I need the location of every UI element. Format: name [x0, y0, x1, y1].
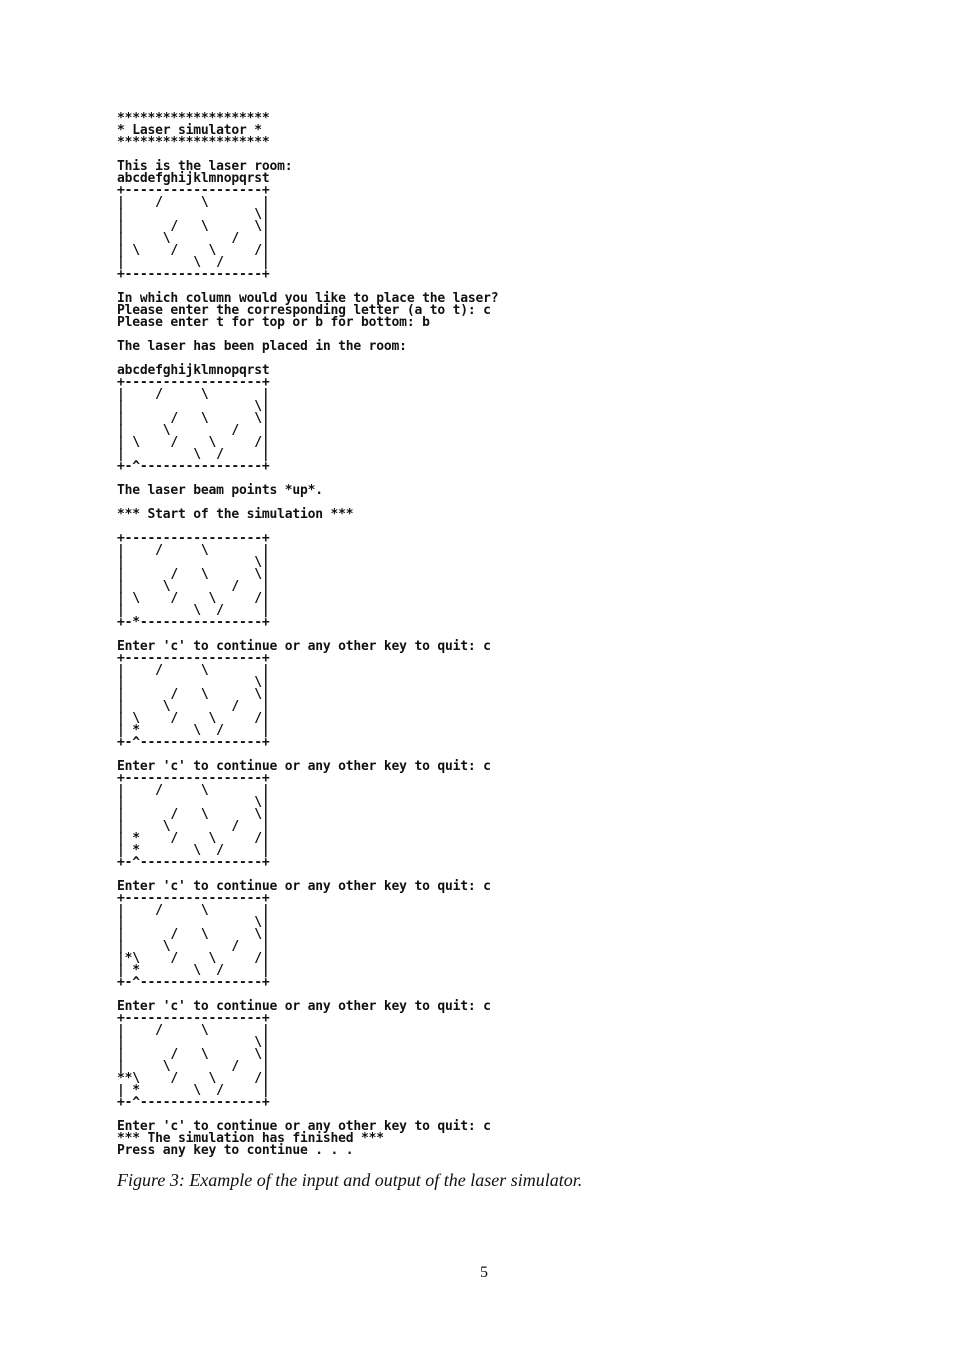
page-number: 5 — [480, 1264, 488, 1281]
figure-caption: Figure 3: Example of the input and output of the laser simulator. — [117, 1170, 583, 1190]
console-output: ******************** * Laser simulator * ******************** This is the laser room: abcdefghijklmnopqrst +------------------+ | / \ | | \| | / \ \| | \ / | | \ / \ /| | \ / | +------------------+ In which column would you like to place the laser? Please enter the corresponding letter (a to t): c Please enter t for top or b for bottom: b The laser has been placed in the room: abcdefghijklmnopqrst +------------------+ | / \ | | \| | / \ \| | \ / | | \ / \ /| | \ / | +-^----------------+ The laser beam points *up*. *** Start of the simulation *** +------------------+ | / \ | | \| | / \ \| | \ / | | \ / \ /| | \ / | +-*----------------+ Enter 'c' to continue or any other key to quit: c +------------------+ | / \ | | \| | / \ \| | \ / | | \ / \ /| | * \ / | +-^----------------+ Enter 'c' to continue or any other key to quit: c +------------------+ | / \ | | \| | / \ \| | \ / | | * / \ /| | * \ / | +-^----------------+ Enter 'c' to continue or any other key to quit: c +------------------+ | / \ | | \| | / \ \| | \ / | |*\ / \ /| | * \ / | +-^----------------+ Enter 'c' to continue or any other key to quit: c +------------------+ | / \ | | \| | / \ \| | \ / | **\ / \ /| | * \ / | +-^----------------+ Enter 'c' to continue or any other key to quit: c *** The simulation has finished *** Press any key to continue . . . — [117, 111, 499, 1158]
